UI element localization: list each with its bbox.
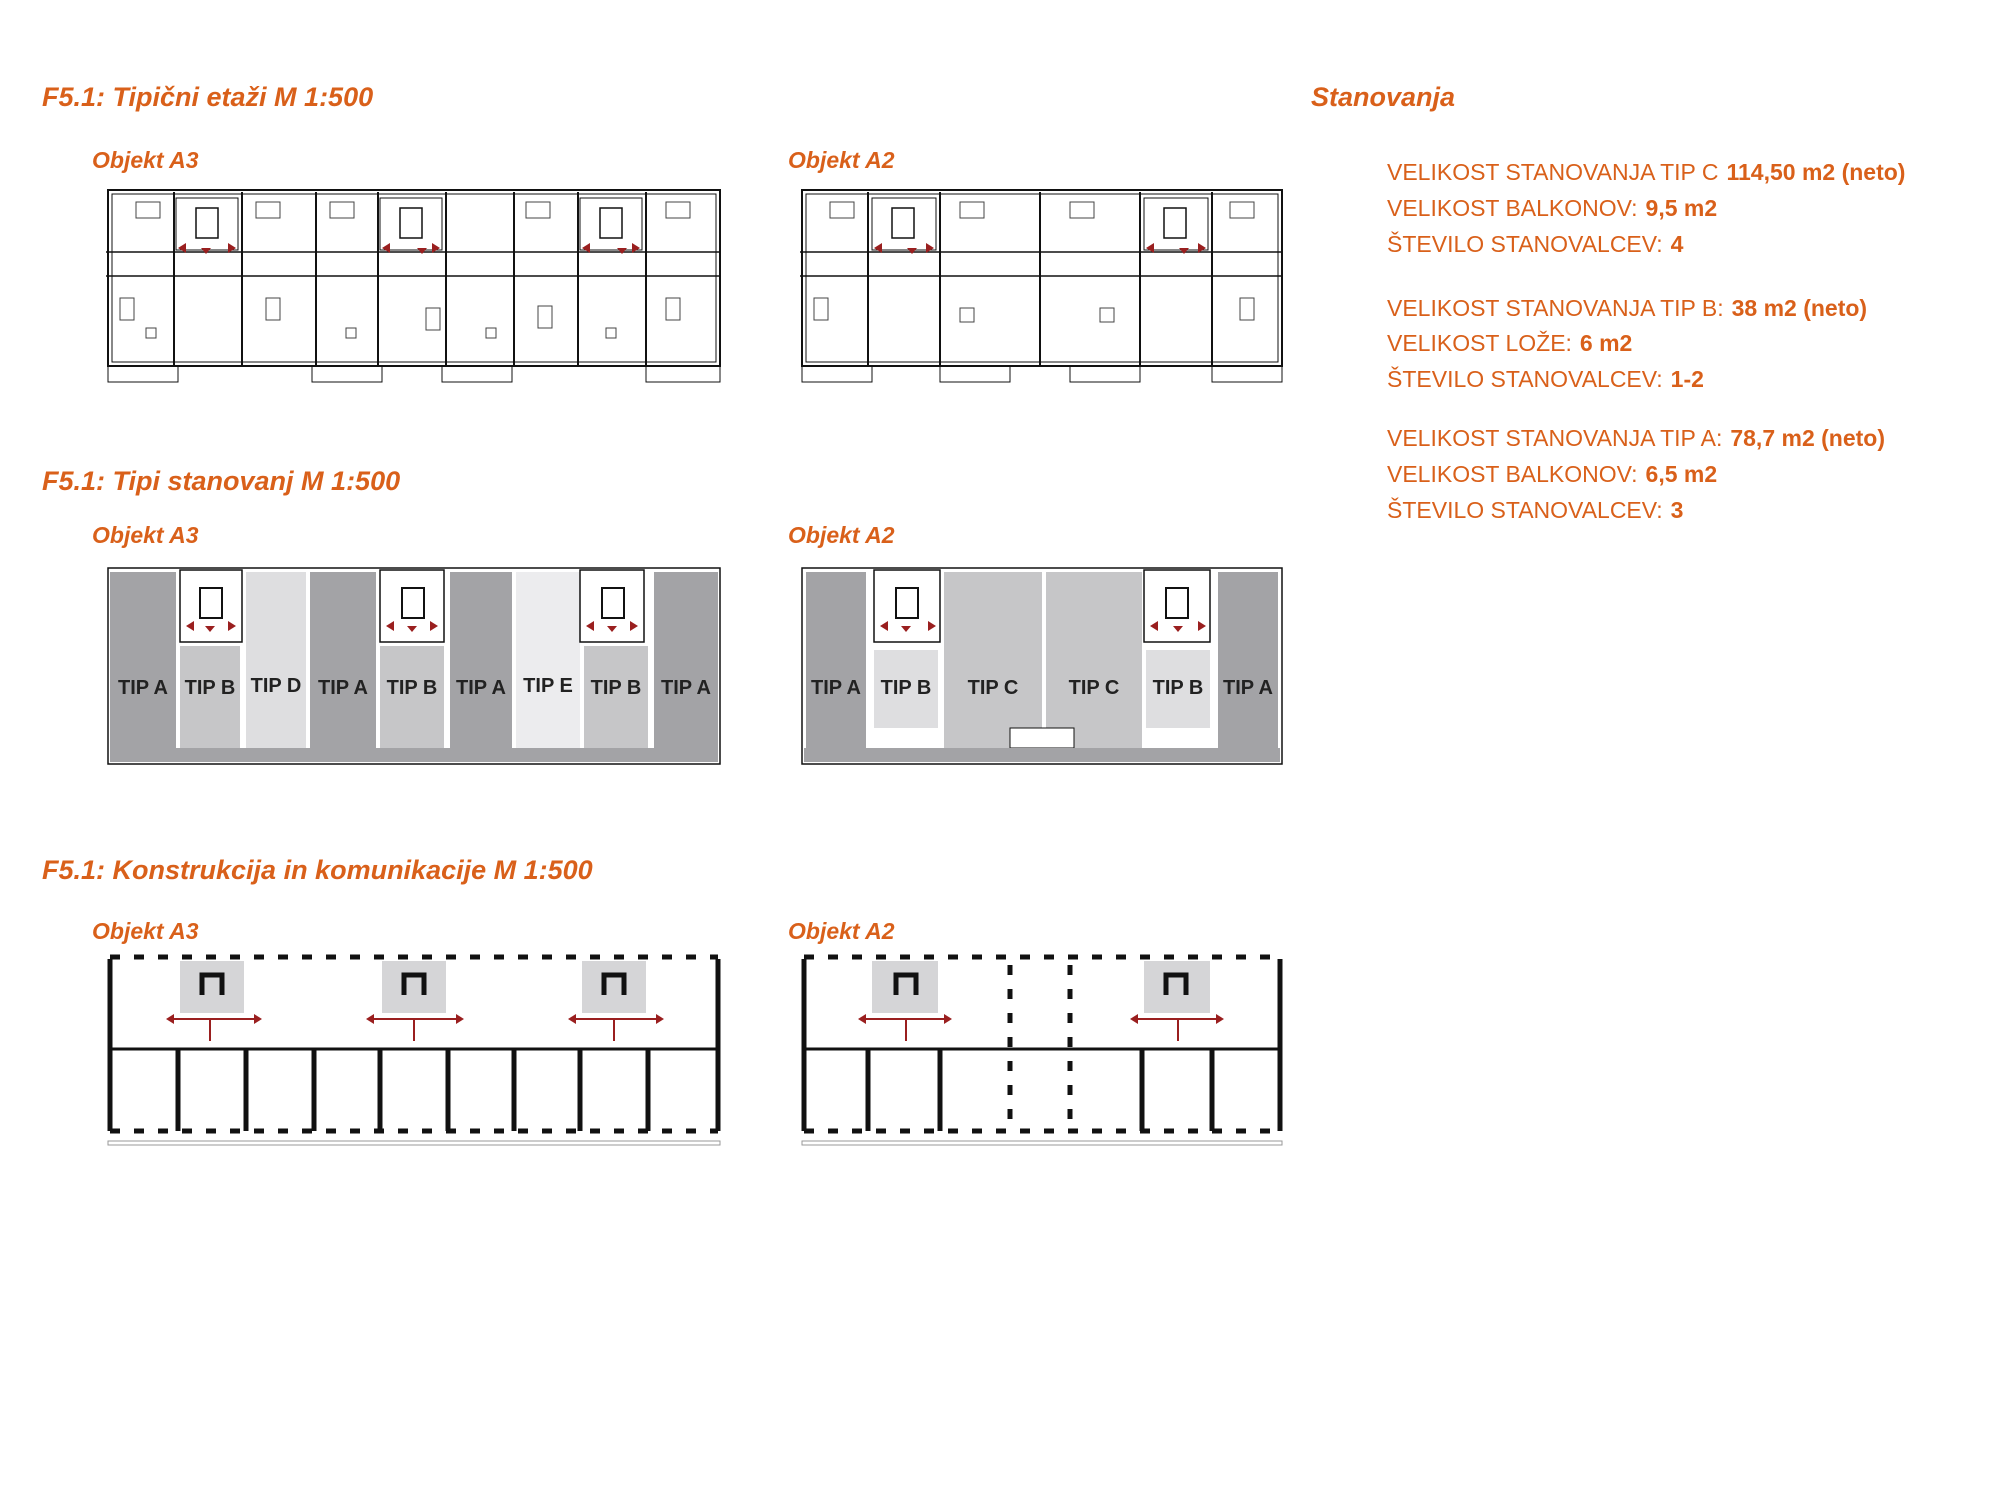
tip-label-a3-7: TIP E (523, 675, 573, 697)
stanovanja-title: Stanovanja (1311, 82, 1456, 112)
label-objekt-a3-floors: Objekt A3 (92, 147, 199, 173)
tip-label-a2-1: TIP A (810, 677, 862, 699)
label-objekt-a2-types: Objekt A2 (788, 522, 895, 548)
tip-a-residents: ŠTEVILO STANOVALCEV: 3 (1387, 497, 1684, 523)
tip-a-size: VELIKOST STANOVANJA TIP A: 78,7 m2 (neto) (1387, 425, 1885, 451)
tip-label-a3-2: TIP B (184, 677, 236, 699)
tip-c-balcony: VELIKOST BALKONOV: 9,5 m2 (1387, 195, 1718, 221)
section-title-construction: F5.1: Konstrukcija in komunikacije M 1:500 (42, 855, 593, 885)
tip-b-loggia: VELIKOST LOŽE: 6 m2 (1387, 330, 1633, 356)
section-title-typical-floors: F5.1: Tipični etaži M 1:500 (42, 82, 374, 112)
tip-label-a3-5: TIP B (386, 677, 438, 699)
label-objekt-a3-construction: Objekt A3 (92, 918, 199, 944)
tip-c-size: VELIKOST STANOVANJA TIP C 114,50 m2 (neto) (1387, 159, 1906, 185)
construction-plan-a2 (800, 955, 1284, 1155)
tip-label-a3-3: TIP D (250, 675, 302, 697)
tip-b-size: VELIKOST STANOVANJA TIP B: 38 m2 (neto) (1387, 295, 1868, 321)
types-plan-a3 (106, 566, 722, 766)
floor-plan-a2 (800, 188, 1284, 388)
tip-label-a2-5: TIP B (1152, 677, 1204, 699)
tip-label-a2-4: TIP C (1068, 677, 1120, 699)
floor-plan-a3 (106, 188, 722, 388)
label-objekt-a2-construction: Objekt A2 (788, 918, 895, 944)
construction-plan-a3 (106, 955, 722, 1155)
section-title-apartment-types: F5.1: Tipi stanovanj M 1:500 (42, 466, 401, 496)
tip-b-residents: ŠTEVILO STANOVALCEV: 1-2 (1387, 366, 1704, 392)
tip-c-residents: ŠTEVILO STANOVALCEV: 4 (1387, 231, 1684, 257)
label-objekt-a2-floors: Objekt A2 (788, 147, 895, 173)
tip-label-a2-6: TIP A (1222, 677, 1274, 699)
tip-a-balcony: VELIKOST BALKONOV: 6,5 m2 (1387, 461, 1718, 487)
tip-label-a3-9: TIP A (660, 677, 712, 699)
types-plan-a2 (800, 566, 1284, 766)
tip-label-a3-8: TIP B (590, 677, 642, 699)
tip-label-a3-4: TIP A (317, 677, 369, 699)
tip-label-a3-1: TIP A (117, 677, 169, 699)
label-objekt-a3-types: Objekt A3 (92, 522, 199, 548)
tip-label-a2-2: TIP B (880, 677, 932, 699)
tip-label-a2-3: TIP C (967, 677, 1019, 699)
tip-label-a3-6: TIP A (455, 677, 507, 699)
